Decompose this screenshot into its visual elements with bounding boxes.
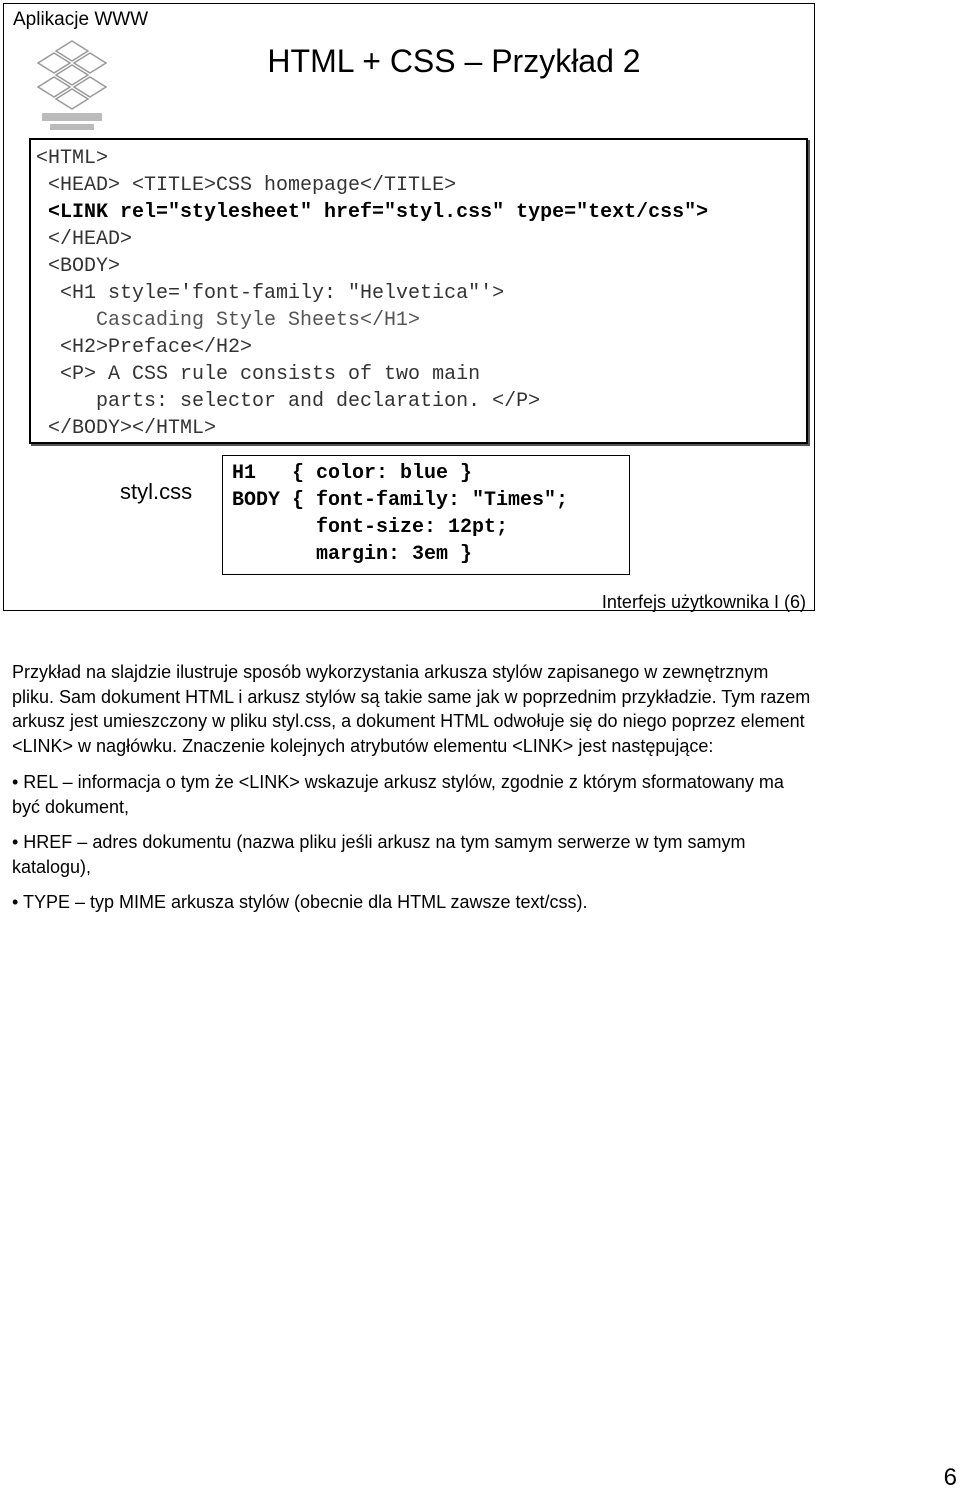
slide-title-text: HTML + CSS – Przykład 2 <box>267 43 641 79</box>
html-code-line: parts: selector and declaration. </P> <box>36 390 541 413</box>
university-logo-icon <box>36 37 108 133</box>
notes-bullet-type: • TYPE – typ MIME arkusza stylów (obecnie dla HTML zawsze text/css). <box>12 892 588 912</box>
notes-bullet-rel: • REL – informacja o tym że <LINK> wskazuje arkusz stylów, zgodnie z którym sformatowany ma być dokument, <box>12 772 784 817</box>
css-code-line: font-size: 12pt; <box>232 516 509 539</box>
notes <box>12 660 812 926</box>
notes-bullet-href: • HREF – adres dokumentu (nazwa pliku jeśli arkusz na tym samym serwerze w tym samym katalogu), <box>12 832 746 877</box>
slide-footer: Interfejs użytkownika I (6) <box>601 592 806 612</box>
css-code-line: BODY { font-family: "Times"; <box>232 489 569 512</box>
css-code-line: margin: 3em } <box>232 543 473 566</box>
css-code-box <box>222 455 630 575</box>
html-code-line: <HEAD> <TITLE>CSS homepage</TITLE> <box>36 174 457 197</box>
page-number: 6 <box>943 1464 957 1491</box>
css-file-label: styl.css <box>120 479 193 504</box>
course-title: Aplikacje WWW <box>13 9 149 30</box>
html-code-line-link: <LINK rel="stylesheet" href="styl.css" type="text/css"> <box>36 201 709 224</box>
html-code-box <box>29 138 808 444</box>
html-code-line: Cascading Style Sheets</H1> <box>36 309 421 332</box>
html-code-line: <P> A CSS rule consists of two main <box>36 363 481 386</box>
html-code-line: <H1 style='font-family: "Helvetica"'> <box>36 282 505 305</box>
html-code-line: <HTML> <box>36 147 109 170</box>
html-code-line: <BODY> <box>36 255 121 278</box>
css-code-line: H1 { color: blue } <box>232 462 473 485</box>
html-code-line: </BODY></HTML> <box>36 417 217 440</box>
html-code-line: <H2>Preface</H2> <box>36 336 253 359</box>
slide-title <box>4 42 904 80</box>
notes-paragraph: Przykład na slajdzie ilustruje sposób wykorzystania arkusza stylów zapisanego w zewnętrznym pliku. Sam dokument HTML i arkusz stylów są takie same jak w poprzednim przykładzie. Tym razem arkusz jest umieszczony w pliku styl.css, a dokument HTML odwołuje się do niego poprzez element <LINK> w nagłówku. Znaczenie kolejnych atrybutów elementu <LINK> jest następujące: <box>12 662 811 756</box>
html-code-line: </HEAD> <box>36 228 133 251</box>
slide <box>3 3 815 611</box>
